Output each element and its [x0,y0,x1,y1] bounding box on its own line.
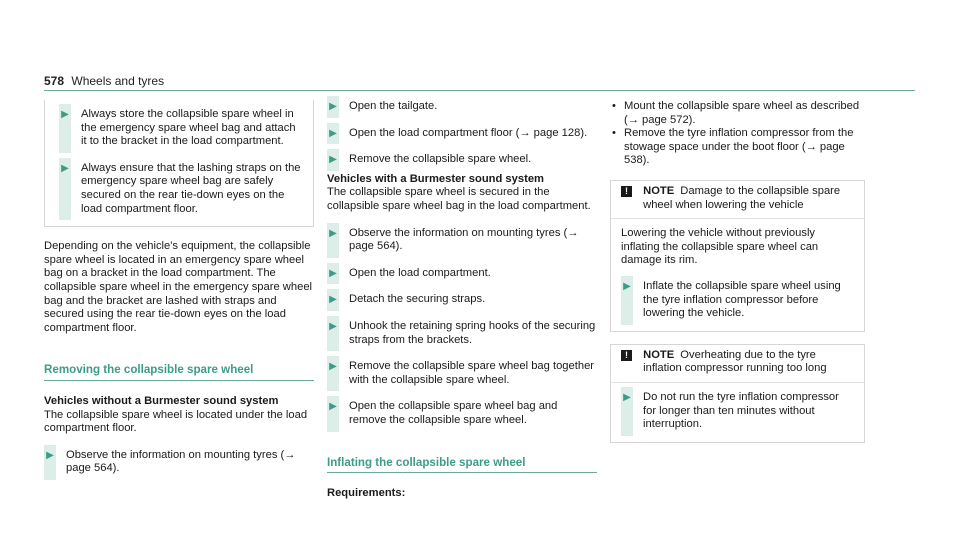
step-arrow-icon: ▶ [329,101,337,112]
step-text: Open the load compartment. [349,266,491,279]
step-arrow-icon: ▶ [623,280,631,292]
header-divider [44,90,915,91]
requirements-list [610,100,865,168]
step-arrow-icon: ▶ [329,401,337,413]
note-body [611,219,864,331]
section-title-inflating: Inflating the collapsible spare wheel [327,456,597,474]
subhead-text: The collapsible spare wheel is secured in the collapsible spare wheel bag in the load compartment. [327,186,591,212]
instruction-step [59,108,301,149]
column-3 [610,100,865,443]
warning-icon: ! [621,350,632,361]
instruction-step [327,400,597,427]
instruction-step [44,449,314,476]
instruction-step [327,320,597,347]
instruction-step [327,227,597,254]
instruction-step [327,360,597,387]
note-body [611,383,864,442]
step-text: Detach the securing straps. [349,293,486,306]
step-text: Observe the information on mounting tyres (→ page 564). [66,448,296,475]
note-box-overheating [610,344,865,443]
note-label: NOTE [643,184,675,197]
instruction-step [327,127,597,141]
step-text: Always store the collapsible spare wheel in the emergency spare wheel bag and attach it to the bracket in the load compartment. [81,108,296,148]
instruction-step [327,293,597,307]
step-arrow-icon: ▶ [329,361,337,373]
subhead-without-burmester: Vehicles without a Burmester sound system [44,394,279,407]
step-text: Do not run the tyre inflation compressor for longer than ten minutes without interruption. [643,390,839,431]
instruction-step [327,100,597,114]
instruction-step [59,162,301,216]
step-arrow-icon: ▶ [623,391,631,403]
subhead-with-burmester: Vehicles with a Burmester sound system [327,172,544,185]
step-text: Remove the collapsible spare wheel bag together with the collapsible spare wheel. [349,360,595,386]
step-arrow-icon: ▶ [329,294,337,306]
list-item [610,127,865,168]
storage-steps-box [44,100,314,227]
step-text: Always ensure that the lashing straps on the emergency spare wheel bag are safely secured on the rear tie-down eyes on the load compartment floor. [81,161,301,215]
list-item-text: Remove the tyre inflation compressor from the stowage space under the boot floor (→ page 538). [624,127,854,167]
step-text: Inflate the collapsible spare wheel using the tyre inflation compressor before lowering the vehicle. [643,279,841,320]
step-text: Observe the information on mounting tyres (→ page 564). [349,226,579,253]
chapter-title: Wheels and tyres [71,74,165,88]
step-arrow-icon: ▶ [329,127,337,139]
page-header [44,74,164,88]
step-arrow-icon: ▶ [329,154,337,166]
column-2 [327,100,597,501]
list-item-text: Mount the collapsible spare wheel as described (→ page 572). [624,100,860,126]
step-arrow-icon: ▶ [61,109,69,120]
note-title: Overheating due to the tyre inflation compressor running too long [643,348,827,375]
step-text: Remove the collapsible spare wheel. [349,153,532,166]
step-arrow-icon: ▶ [329,320,337,332]
page-number: 578 [44,74,65,88]
instruction-step [327,153,597,167]
bullet-icon: • [612,100,616,112]
instruction-step [621,391,854,432]
step-text: Unhook the retaining spring hooks of the securing straps from the brackets. [349,319,596,346]
step-arrow-icon: ▶ [329,227,337,239]
bullet-icon: • [612,127,616,140]
step-arrow-icon: ▶ [329,267,337,279]
column-1 [44,100,314,476]
note-title: Damage to the collapsible spare wheel when lowering the vehicle [643,184,841,211]
warning-icon: ! [621,186,632,197]
subhead-text: The collapsible spare wheel is located under the load compartment floor. [44,408,308,435]
note-text: Lowering the vehicle without previously inflating the collapsible spare wheel can damage its rim. [621,227,819,267]
step-arrow-icon: ▶ [46,449,54,461]
equipment-paragraph: Depending on the vehicle's equipment, the collapsible spare wheel is located in an emergency spare wheel bag on a bracket in the load compartment. The collapsible spare wheel in the emergency spare wheel bag and the bracket are lashed with straps and secured using the rear tie-down eyes on the load compartment floor. [44,240,313,334]
step-text: Open the collapsible spare wheel bag and remove the collapsible spare wheel. [349,400,558,426]
step-text: Open the load compartment floor (→ page 128). [349,126,588,139]
note-box-damage [610,180,865,332]
note-header [611,181,864,219]
requirements-label: Requirements: [327,487,406,500]
instruction-step [327,267,597,281]
instruction-step [621,280,854,321]
note-header [611,345,864,383]
step-arrow-icon: ▶ [61,162,69,174]
note-label: NOTE [643,348,675,361]
list-item [610,100,865,127]
step-text: Open the tailgate. [349,100,438,112]
section-title-removing: Removing the collapsible spare wheel [44,363,314,381]
